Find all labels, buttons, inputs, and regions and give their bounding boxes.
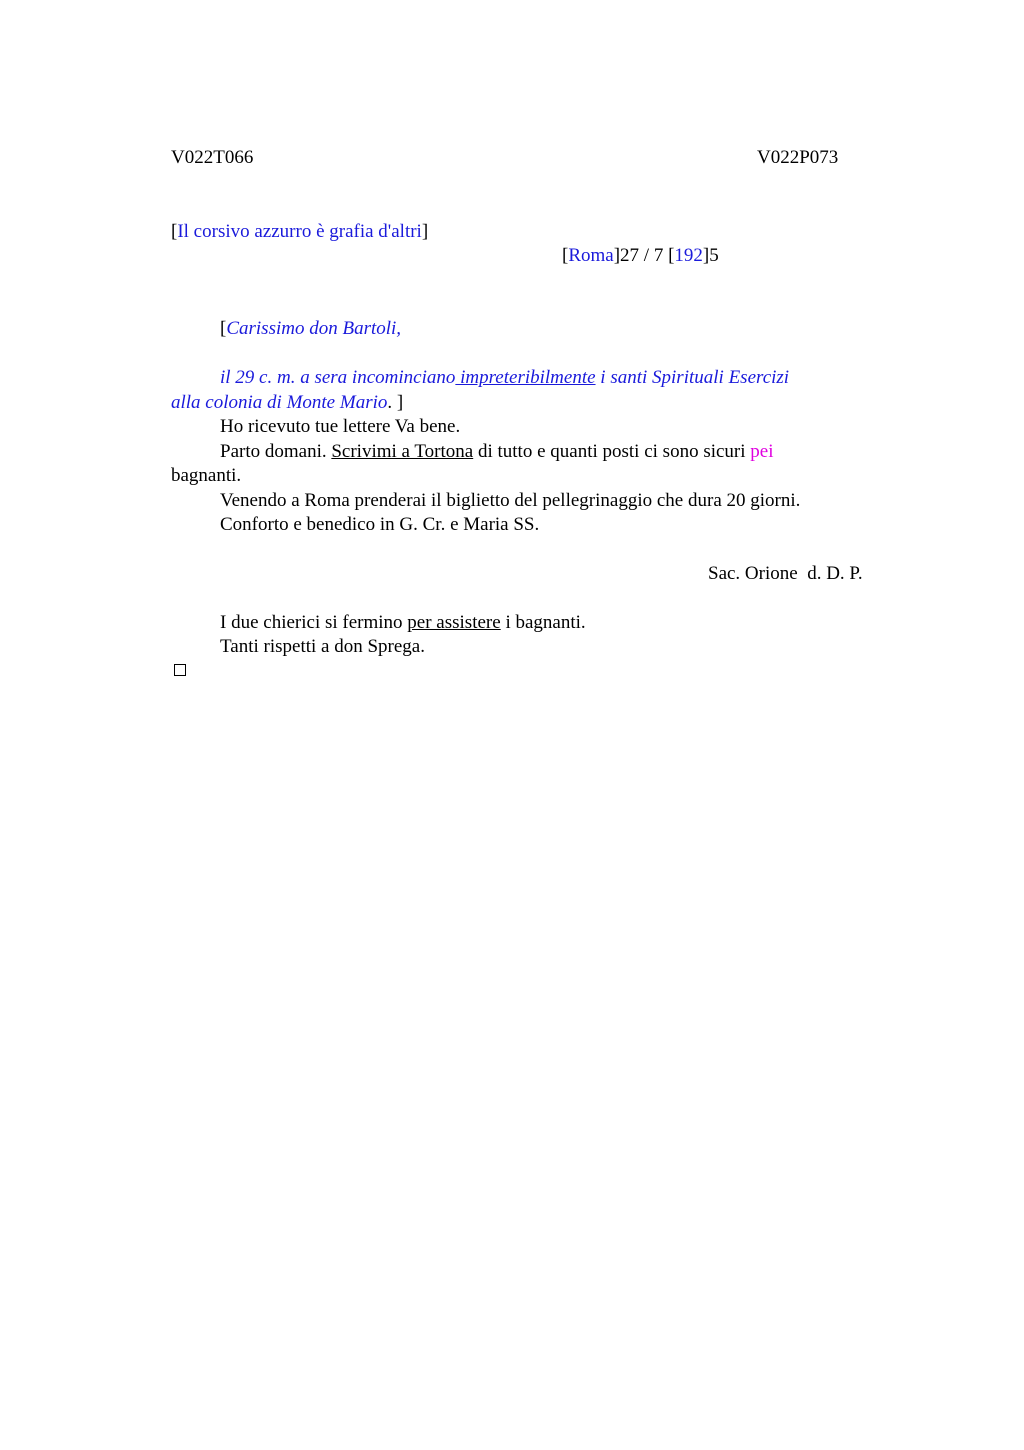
- inserted-line-1: [220, 366, 789, 390]
- bracket: ]: [613, 245, 621, 266]
- signature: Sac. Orione d. D. P.: [708, 563, 863, 584]
- body-paragraph-3: Venendo a Roma prenderai il biglietto del pellegrinaggio che dura 20 giorni.: [220, 490, 801, 511]
- salutation: [220, 317, 401, 341]
- body-paragraph-2-cont: bagnanti.: [171, 465, 242, 486]
- dateline-date: 27 / 7: [620, 245, 669, 266]
- postscript-2: Tanti rispetti a don Sprega.: [220, 636, 425, 657]
- highlighted-word: pei: [750, 441, 774, 462]
- dateline-place: Roma: [568, 245, 614, 266]
- ps-text: I due chierici si fermino: [220, 612, 408, 633]
- body-paragraph-1: Ho ricevuto tue lettere Va bene.: [220, 416, 461, 437]
- bracket: ]: [421, 221, 429, 242]
- body-text-underlined: Scrivimi a Tortona: [331, 441, 474, 462]
- ps-text-underlined: per assistere: [407, 612, 501, 633]
- inserted-line-2: [171, 391, 403, 415]
- bracket: ]: [702, 245, 710, 266]
- bracket: [: [171, 221, 178, 242]
- postscript-1: [220, 611, 586, 635]
- body-text: di tutto e quanti posti ci sono sicuri: [473, 441, 751, 462]
- body-paragraph-2: [220, 440, 774, 464]
- bracket: [: [668, 245, 675, 266]
- editor-note-text: Il corsivo azzurro è grafia d'altri: [177, 221, 422, 242]
- dateline-year-end: 5: [709, 245, 719, 266]
- dateline: [562, 244, 719, 268]
- inserted-text: i santi Spirituali Esercizi: [595, 367, 790, 388]
- editor-note: [171, 220, 428, 244]
- doc-code-left: V022T066: [171, 147, 254, 168]
- ps-text: i bagnanti.: [500, 612, 586, 633]
- body-paragraph-4: Conforto e benedico in G. Cr. e Maria SS.: [220, 514, 540, 535]
- dateline-year-part: 192: [674, 245, 703, 266]
- inserted-text: alla colonia di Monte Mario: [171, 392, 388, 413]
- salutation-text: Carissimo don Bartoli,: [226, 318, 402, 339]
- end-marker-square-icon: [174, 664, 186, 676]
- doc-code-right: V022P073: [757, 147, 839, 168]
- bracket: . ]: [387, 392, 404, 413]
- inserted-text: il 29 c. m. a sera incominciano: [220, 367, 456, 388]
- inserted-text-underlined: impreteribilmente: [455, 367, 596, 388]
- bracket: [: [562, 245, 569, 266]
- body-text: Parto domani.: [220, 441, 332, 462]
- bracket: [: [220, 318, 227, 339]
